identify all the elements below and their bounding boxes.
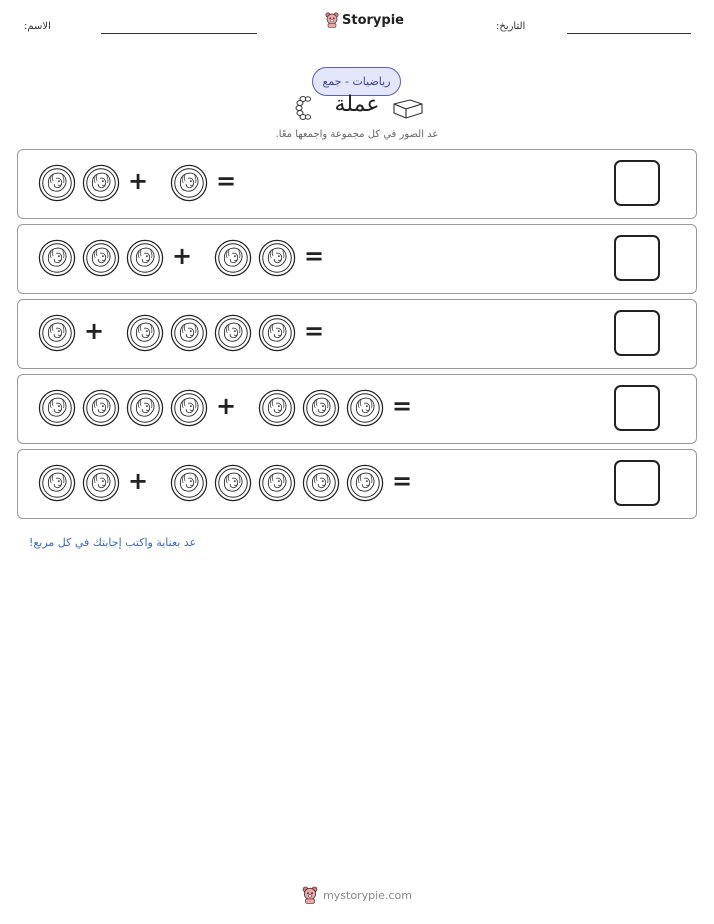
instructions: عد الصور في كل مجموعة واجمعها معًا.	[275, 129, 439, 140]
lion-coin-icon	[126, 314, 164, 352]
lion-coin-icon	[82, 239, 120, 277]
equals-sign: =	[392, 467, 413, 495]
date-line[interactable]	[567, 33, 691, 34]
lion-coin-icon	[214, 314, 252, 352]
problem-row	[17, 449, 697, 519]
equals-sign: =	[392, 392, 413, 420]
lion-coin-icon	[38, 314, 76, 352]
problem-row	[17, 149, 697, 219]
lion-coin-icon	[302, 464, 340, 502]
answer-box[interactable]	[614, 460, 660, 506]
subject-tag: رياضيات - جمع	[312, 67, 401, 96]
lion-coin-icon	[82, 164, 120, 202]
answer-box[interactable]	[614, 385, 660, 431]
equals-sign: =	[304, 317, 325, 345]
problem-row	[17, 374, 697, 444]
lion-coin-icon	[170, 389, 208, 427]
lion-coin-icon	[258, 314, 296, 352]
lion-coin-icon	[170, 464, 208, 502]
lion-coin-icon	[170, 314, 208, 352]
lion-coin-icon	[38, 239, 76, 277]
plus-sign: +	[128, 167, 149, 195]
lion-coin-icon	[38, 164, 76, 202]
footer	[0, 886, 714, 904]
problem-row	[17, 299, 697, 369]
bear-icon	[325, 12, 339, 28]
cube-icon	[392, 94, 424, 120]
lion-coin-icon	[258, 239, 296, 277]
name-line[interactable]	[101, 33, 257, 34]
lion-coin-icon	[214, 239, 252, 277]
lion-coin-icon	[126, 389, 164, 427]
hint-text: عد بعناية واكتب إجابتك في كل مربع!	[29, 536, 197, 549]
worksheet-title: عملة	[334, 92, 380, 117]
lion-coin-icon	[82, 389, 120, 427]
plus-sign: +	[172, 242, 193, 270]
plus-sign: +	[216, 392, 237, 420]
plus-sign: +	[128, 467, 149, 495]
lion-coin-icon	[302, 389, 340, 427]
name-label: الاسم:	[24, 21, 51, 32]
lion-coin-icon	[258, 389, 296, 427]
answer-box[interactable]	[614, 160, 660, 206]
lion-coin-icon	[346, 389, 384, 427]
footer-site: mystorypie.com	[323, 888, 412, 902]
lion-coin-icon	[346, 464, 384, 502]
answer-box[interactable]	[614, 235, 660, 281]
lion-coin-icon	[214, 464, 252, 502]
brand-logo	[325, 12, 404, 28]
lion-coin-icon	[258, 464, 296, 502]
lion-coin-icon	[38, 389, 76, 427]
lion-coin-icon	[82, 464, 120, 502]
lion-coin-icon	[38, 464, 76, 502]
date-label: التاريخ:	[496, 21, 526, 32]
equals-sign: =	[304, 242, 325, 270]
equals-sign: =	[216, 167, 237, 195]
bear-icon	[302, 886, 318, 904]
teeth-icon	[293, 94, 333, 122]
plus-sign: +	[84, 317, 105, 345]
lion-coin-icon	[126, 239, 164, 277]
answer-box[interactable]	[614, 310, 660, 356]
problem-row	[17, 224, 697, 294]
lion-coin-icon	[170, 164, 208, 202]
brand-name: Storypie	[342, 12, 404, 28]
